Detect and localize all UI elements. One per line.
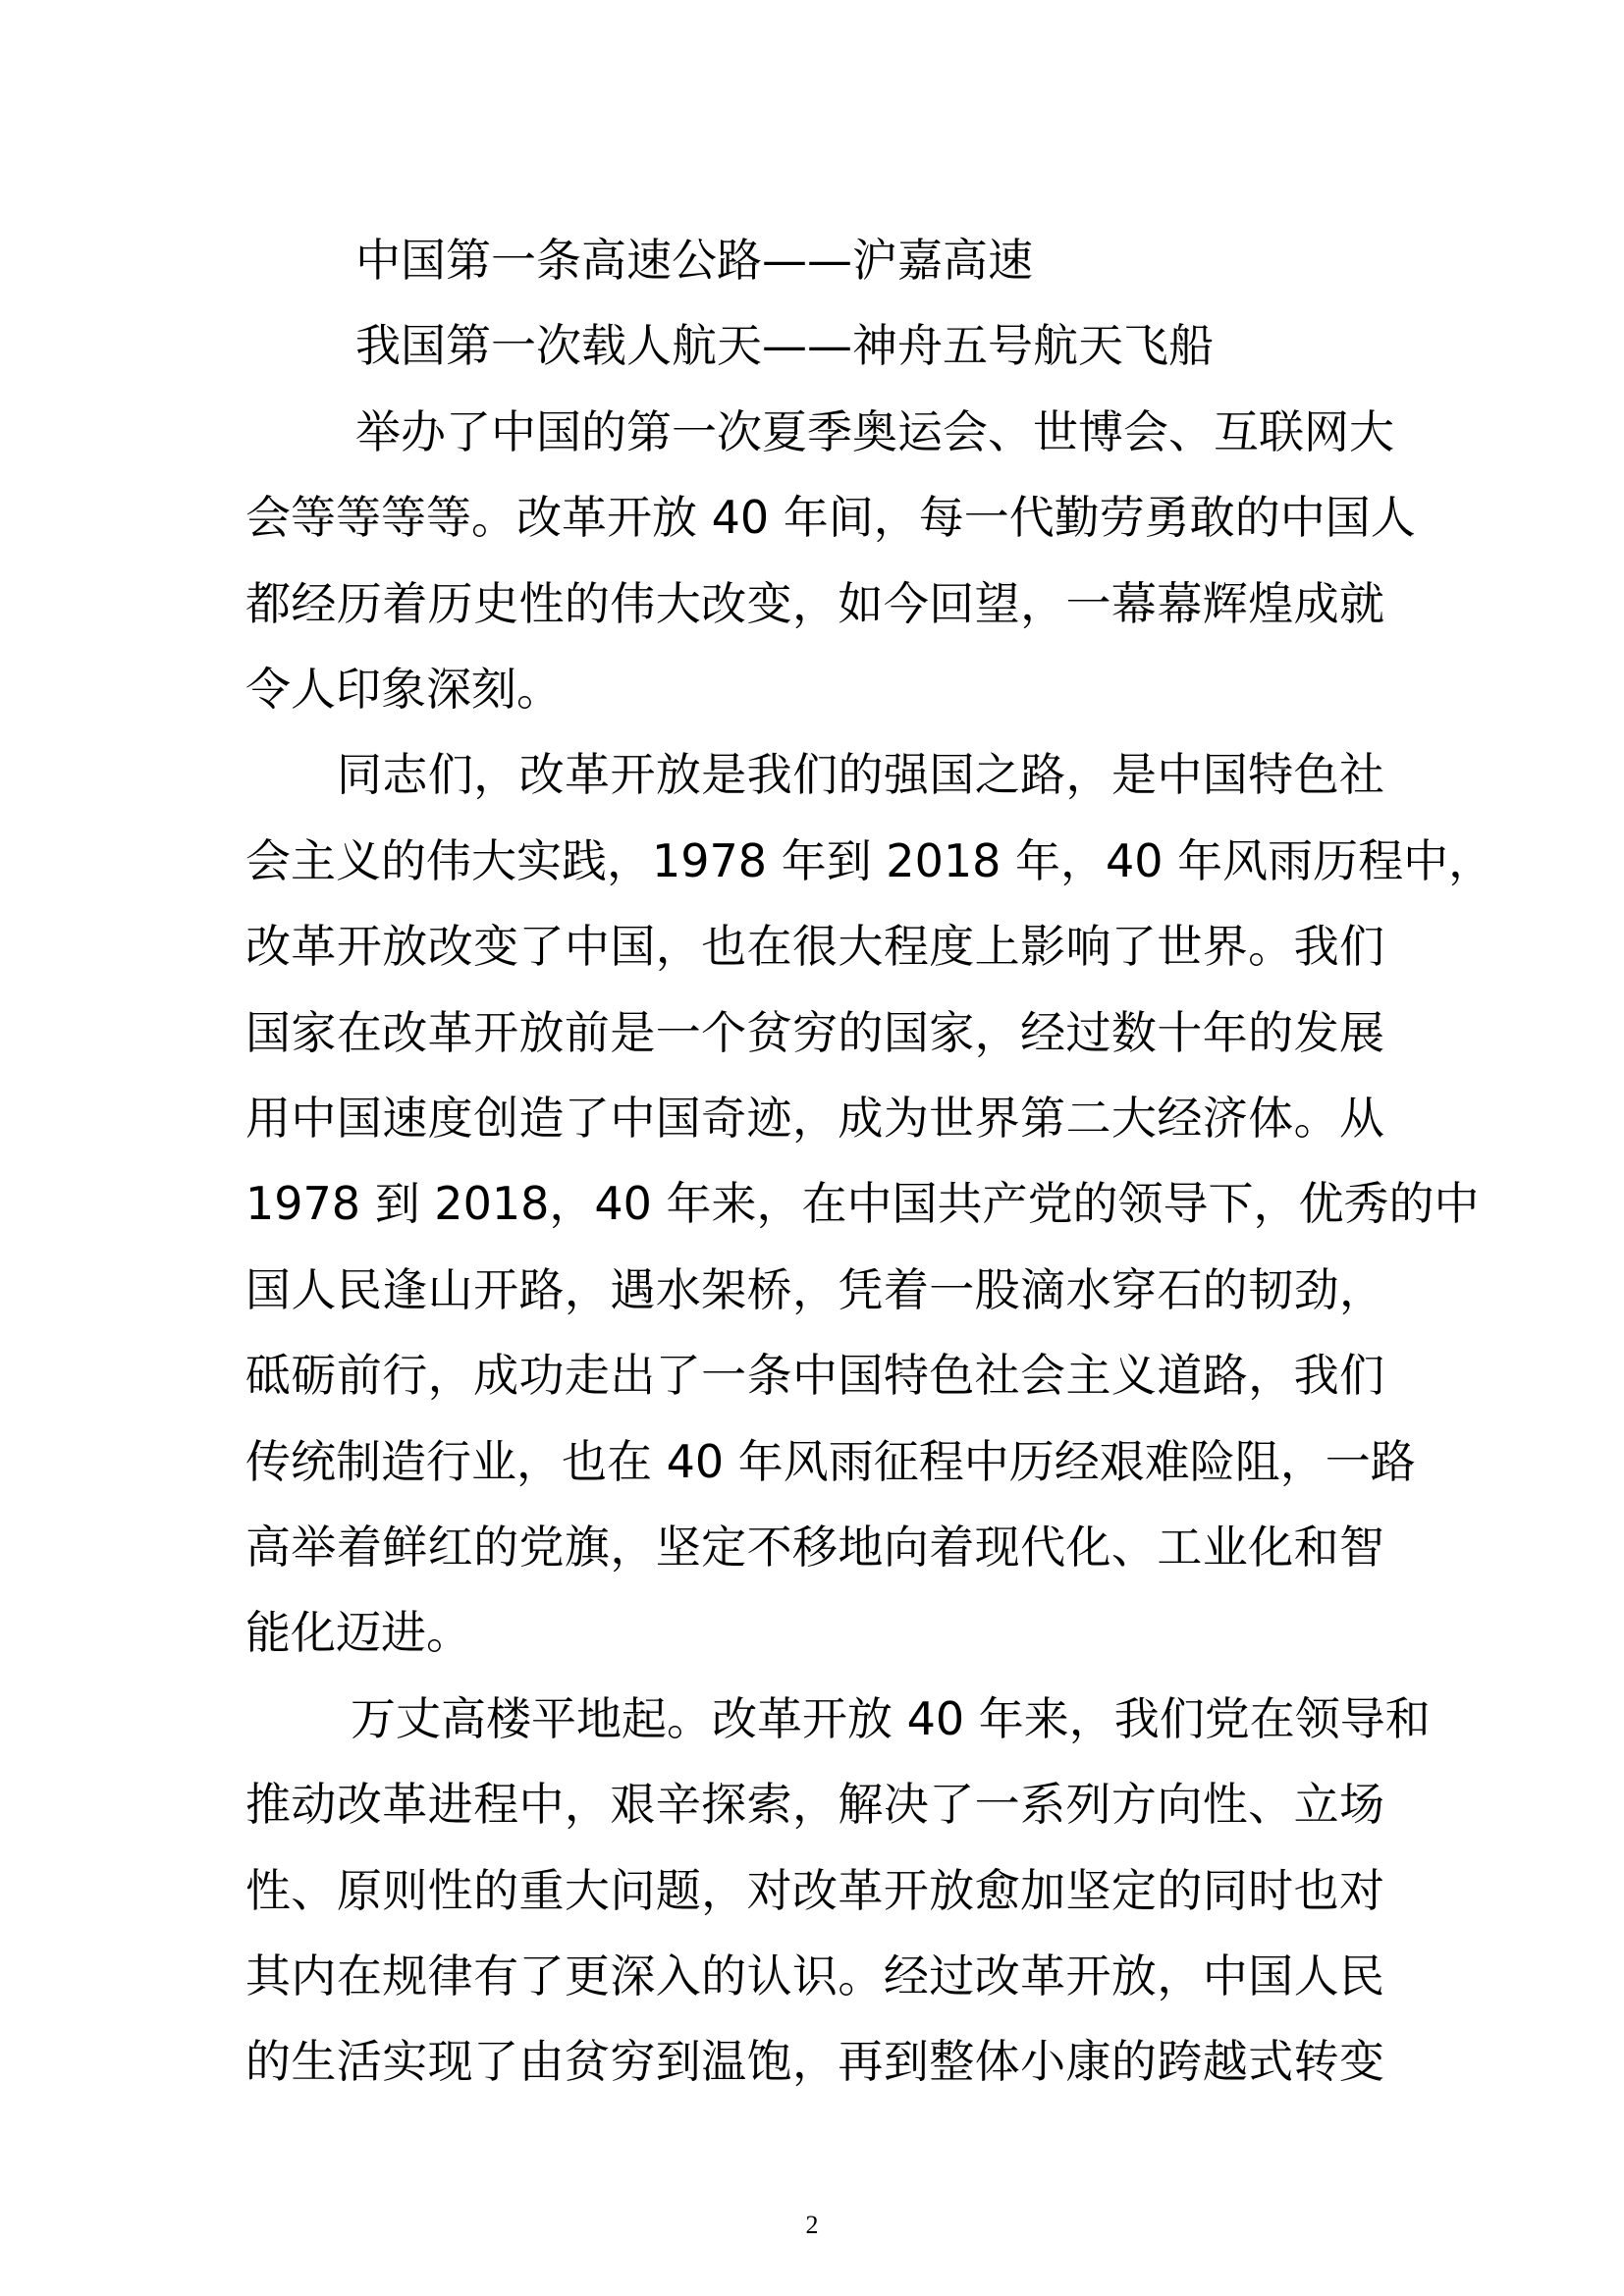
paragraph-line: 用中国速度创造了中国奇迹，成为世界第二大经济体。从	[245, 1092, 1384, 1145]
page-number: 2	[805, 2211, 819, 2239]
paragraph-line: 传统制造行业，也在 40 年风雨征程中历经艰难险阻，一路	[245, 1435, 1416, 1488]
paragraph-line: 会等等等等。改革开放 40 年间，每一代勤劳勇敢的中国人	[245, 491, 1416, 544]
paragraph-line: 1978 到 2018，40 年来，在中国共产党的领导下，优秀的中	[245, 1177, 1480, 1230]
paragraph-line: 其内在规律有了更深入的认识。经过改革开放，中国人民	[245, 1949, 1384, 2002]
paragraph-first-line: 同志们，改革开放是我们的强国之路，是中国特色社	[337, 748, 1384, 801]
paragraph-line: 推动改革进程中，艰辛探索，解决了一系列方向性、立场	[245, 1778, 1384, 1831]
paragraph-line: 改革开放改变了中国，也在很大程度上影响了世界。我们	[245, 920, 1384, 973]
paragraph-line: 高举着鲜红的党旗，坚定不移地向着现代化、工业化和智	[245, 1521, 1384, 1574]
paragraph-line: 能化迈进。	[245, 1606, 471, 1659]
paragraph-line: 国家在改革开放前是一个贫穷的国家，经过数十年的发展	[245, 1006, 1384, 1059]
paragraph-line: 性、原则性的重大问题，对改革开放愈加坚定的同时也对	[245, 1864, 1384, 1917]
paragraph-first-line: 万丈高楼平地起。改革开放 40 年来，我们党在领导和	[351, 1692, 1431, 1745]
paragraph-line: 国人民逢山开路，遇水架桥，凭着一股滴水穿石的韧劲，	[245, 1263, 1384, 1316]
paragraph-first-line: 中国第一条高速公路——沪嘉高速	[355, 234, 1033, 287]
paragraph-line: 都经历着历史性的伟大改变，如今回望，一幕幕辉煌成就	[245, 577, 1384, 630]
paragraph-first-line: 我国第一次载人航天——神舟五号航天飞船	[355, 319, 1214, 372]
paragraph-line: 令人印象深刻。	[245, 663, 562, 716]
paragraph-line: 会主义的伟大实践，1978 年到 2018 年，40 年风雨历程中，	[245, 834, 1494, 887]
paragraph-first-line: 举办了中国的第一次夏季奥运会、世博会、互联网大	[355, 405, 1394, 458]
paragraph-line: 的生活实现了由贫穷到温饱，再到整体小康的跨越式转变	[245, 2035, 1384, 2088]
paragraph-line: 砥砺前行，成功走出了一条中国特色社会主义道路，我们	[245, 1349, 1384, 1402]
